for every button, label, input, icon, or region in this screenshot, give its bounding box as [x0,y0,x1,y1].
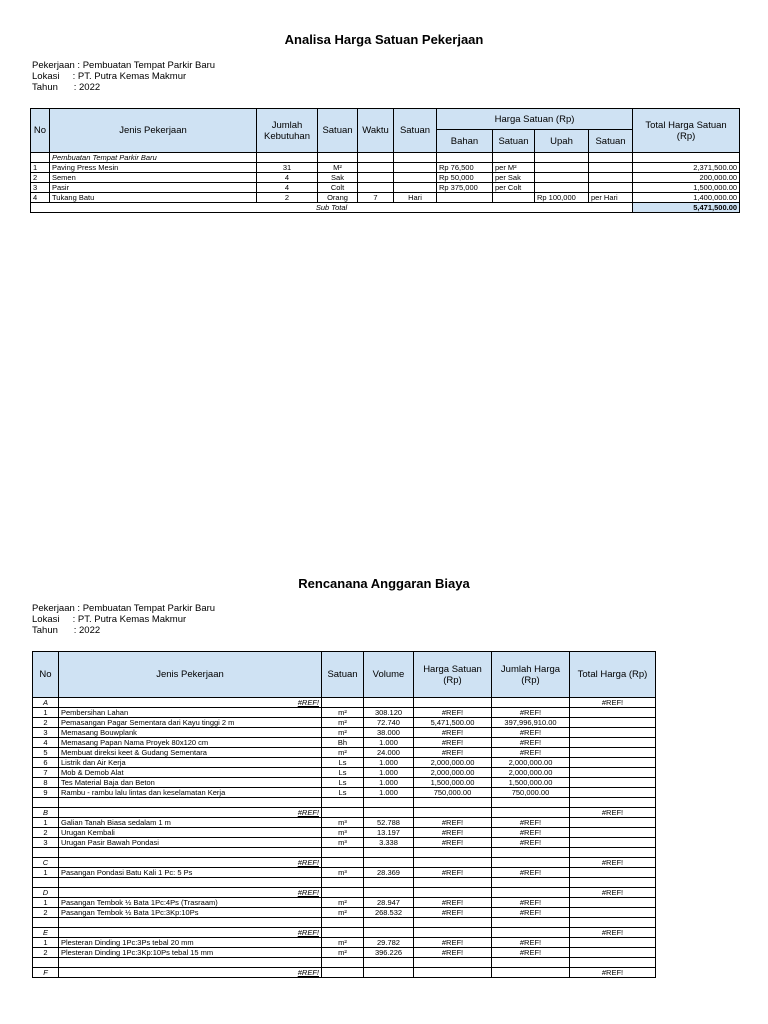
cell-jenis: Galian Tanah Biasa sedalam 1 m [59,818,322,828]
cell-harga: #REF! [414,948,492,958]
cell-harga: #REF! [414,738,492,748]
cell-harga: #REF! [414,748,492,758]
cell-satuan: m² [322,948,364,958]
cell-harga: 2,000,000.00 [414,758,492,768]
table-row [33,908,656,918]
cell-jumlah: #REF! [492,728,570,738]
cell-satuan2 [394,163,437,173]
cell-total [570,748,656,758]
cell-jumlah: 2,000,000.00 [492,758,570,768]
cell-total: 200,000.00 [633,173,740,183]
table-row [31,163,740,173]
cell-harga: #REF! [414,818,492,828]
spacer-row [33,848,656,858]
cell-satuan2: Hari [394,193,437,203]
cell-satuan: m² [322,898,364,908]
table-row [33,948,656,958]
cell-satuan: m³ [322,828,364,838]
cell-jumlah: #REF! [492,948,570,958]
cell-waktu [358,173,394,183]
rab-title: Rencanana Anggaran Biaya [298,576,470,591]
cell-total [570,948,656,958]
cell-no: 2 [33,948,59,958]
cell-volume: 1.000 [364,768,414,778]
cell-jenis: Mob & Demob Alat [59,768,322,778]
cell-no: 4 [33,738,59,748]
cell-harga: #REF! [414,838,492,848]
cell-total [570,758,656,768]
cell-bahan: Rp 50,000 [437,173,493,183]
table-row [33,768,656,778]
cell-jenis: Membuat direksi keet & Gudang Sementara [59,748,322,758]
cell-satuan: m² [322,708,364,718]
cell-satuan: M² [318,163,358,173]
col-satuan2: Satuan [394,109,437,153]
spacer-row [33,878,656,888]
cell-upah [535,163,589,173]
cell-total [570,708,656,718]
cell-satuan2 [394,173,437,183]
cell-satuan2 [394,183,437,193]
cell-satuan: Orang [318,193,358,203]
col-jenis: Jenis Pekerjaan [50,109,257,153]
cell-bahan: Rp 375,000 [437,183,493,193]
rab-col-volume: Volume [364,652,414,698]
cell-no: 5 [33,748,59,758]
cell-satuan-upah [589,183,633,193]
cell-total: 1,400,000.00 [633,193,740,203]
section-total: #REF! [570,928,656,938]
rab-col-jumlah: Jumlah Harga (Rp) [492,652,570,698]
col-harga: Harga Satuan (Rp) [437,109,633,130]
col-upah: Upah [535,130,589,153]
cell-jumlah: 2,000,000.00 [492,768,570,778]
cell-jenis: Tes Material Baja dan Beton [59,778,322,788]
section-row [33,698,656,708]
rab-col-jenis: Jenis Pekerjaan [59,652,322,698]
table-row [31,173,740,183]
cell-no: 8 [33,778,59,788]
table-row [33,778,656,788]
cell-satuan: m² [322,718,364,728]
cell-total [570,728,656,738]
rab-meta-lokasi: Lokasi : PT. Putra Kemas Makmur [32,614,187,625]
cell-jenis: Tukang Batu [50,193,257,203]
table-row [33,938,656,948]
cell-volume: 1.000 [364,738,414,748]
cell-jumlah: #REF! [492,868,570,878]
cell-jenis: Urugan Pasir Bawah Pondasi [59,838,322,848]
cell-waktu [358,183,394,193]
cell-total [570,738,656,748]
cell-harga: #REF! [414,708,492,718]
section-row [33,888,656,898]
cell-jenis: Rambu - rambu lalu lintas dan keselamatan Kerja [59,788,322,798]
rab-meta [32,603,215,636]
cell-jenis: Pasangan Tembok ½ Bata 1Pc:3Kp:10Ps [59,908,322,918]
cell-total [570,898,656,908]
col-total: Total Harga Satuan (Rp) [633,109,740,153]
spacer-row [33,958,656,968]
col-waktu: Waktu [358,109,394,153]
cell-upah [535,173,589,183]
cell-volume: 29.782 [364,938,414,948]
cell-jumlah: #REF! [492,908,570,918]
cell-jenis: Pasangan Pondasi Batu Kali 1 Pc: 5 Ps [59,868,322,878]
cell-jenis: Plesteran Dinding 1Pc:3Ps tebal 20 mm [59,938,322,948]
cell-jumlah: 2 [257,193,318,203]
section-ref: #REF! [59,858,322,868]
cell-volume: 72.740 [364,718,414,728]
cell-jumlah: 397,996,910.00 [492,718,570,728]
cell-jumlah: #REF! [492,818,570,828]
cell-jumlah: #REF! [492,838,570,848]
cell-no: 1 [33,938,59,948]
cell-harga: #REF! [414,938,492,948]
rab-col-total: Total Harga (Rp) [570,652,656,698]
cell-total [570,908,656,918]
analisa-meta [32,60,215,93]
section-ref: #REF! [59,928,322,938]
cell-jenis: Paving Press Mesin [50,163,257,173]
cell-volume: 1.000 [364,778,414,788]
table-row [33,758,656,768]
col-bahan: Bahan [437,130,493,153]
cell-no: 7 [33,768,59,778]
cell-satuan: Ls [322,758,364,768]
cell-no: 1 [31,163,50,173]
cell-volume: 28.947 [364,898,414,908]
cell-harga: 2,000,000.00 [414,768,492,778]
cell-waktu: 7 [358,193,394,203]
cell-jenis: Pemasangan Pagar Sementara dari Kayu tinggi 2 m [59,718,322,728]
cell-jumlah: 750,000.00 [492,788,570,798]
cell-harga: 1,500,000.00 [414,778,492,788]
analisa-title: Analisa Harga Satuan Pekerjaan [284,32,484,47]
section-ref: #REF! [59,698,322,708]
table-row [33,718,656,728]
table-row [33,838,656,848]
cell-total: 1,500,000.00 [633,183,740,193]
cell-satuan-upah [589,163,633,173]
cell-satuan: m³ [322,838,364,848]
cell-jenis: Semen [50,173,257,183]
spacer-row [33,918,656,928]
cell-total: 2,371,500.00 [633,163,740,173]
table-row [33,898,656,908]
section-row [33,808,656,818]
cell-satuan: Bh [322,738,364,748]
cell-no: 4 [31,193,50,203]
cell-no: 1 [33,898,59,908]
rab-col-satuan: Satuan [322,652,364,698]
analisa-table [30,108,740,213]
cell-no: 1 [33,868,59,878]
col-jumlah: Jumlah Kebutuhan [257,109,318,153]
rab-table [32,651,656,978]
section-ref: #REF! [59,808,322,818]
cell-total [570,828,656,838]
table-row [33,748,656,758]
cell-satuan: m³ [322,868,364,878]
section-code: F [33,968,59,978]
table-row [33,728,656,738]
subtotal-label: Sub Total [31,203,633,213]
table-row [33,708,656,718]
col-satuan: Satuan [318,109,358,153]
cell-harga: #REF! [414,908,492,918]
cell-harga: 5,471,500.00 [414,718,492,728]
cell-satuan: m² [322,728,364,738]
cell-jumlah: 1,500,000.00 [492,778,570,788]
section-total: #REF! [570,968,656,978]
rab-col-no: No [33,652,59,698]
analisa-meta-pekerjaan: Pekerjaan : Pembuatan Tempat Parkir Baru [32,60,216,71]
cell-volume: 396.226 [364,948,414,958]
cell-no: 3 [33,728,59,738]
cell-total [570,718,656,728]
cell-volume: 1.000 [364,788,414,798]
col-no: No [31,109,50,153]
section-code: E [33,928,59,938]
section-code: A [33,698,59,708]
cell-bahan [437,193,493,203]
col-satuan4: Satuan [589,130,633,153]
cell-jenis: Pembersihan Lahan [59,708,322,718]
cell-satuan-bahan [493,193,535,203]
cell-jenis: Pasir [50,183,257,193]
cell-upah: Rp 100,000 [535,193,589,203]
cell-satuan: m² [322,908,364,918]
cell-harga: #REF! [414,828,492,838]
table-row [31,193,740,203]
cell-jenis: Urugan Kembali [59,828,322,838]
rab-meta-tahun: Tahun : 2022 [32,625,101,636]
cell-no: 1 [33,708,59,718]
section-row [33,858,656,868]
section-total: #REF! [570,698,656,708]
cell-jenis: Memasang Papan Nama Proyek 80x120 cm [59,738,322,748]
cell-satuan: Ls [322,788,364,798]
analisa-group-row [31,153,740,163]
cell-volume: 24.000 [364,748,414,758]
cell-harga: #REF! [414,898,492,908]
cell-satuan: m² [322,748,364,758]
cell-satuan-bahan: per Sak [493,173,535,183]
table-row [33,788,656,798]
cell-no: 3 [33,838,59,848]
section-code: C [33,858,59,868]
cell-no: 2 [33,718,59,728]
cell-no: 9 [33,788,59,798]
section-total: #REF! [570,808,656,818]
rab-col-harga: Harga Satuan (Rp) [414,652,492,698]
cell-jumlah: #REF! [492,738,570,748]
cell-satuan-bahan: per M² [493,163,535,173]
cell-jumlah: 4 [257,183,318,193]
cell-total [570,938,656,948]
cell-jumlah: 31 [257,163,318,173]
analisa-meta-lokasi: Lokasi : PT. Putra Kemas Makmur [32,71,187,82]
cell-satuan-upah: per Hari [589,193,633,203]
cell-jumlah: #REF! [492,898,570,908]
section-total: #REF! [570,858,656,868]
cell-volume: 52.788 [364,818,414,828]
cell-satuan: m² [322,938,364,948]
col-satuan3: Satuan [493,130,535,153]
cell-total [570,768,656,778]
analisa-group-label: Pembuatan Tempat Parkir Baru [50,153,257,163]
cell-total [570,818,656,828]
cell-volume: 38.000 [364,728,414,738]
spacer-row [33,798,656,808]
cell-no: 2 [33,908,59,918]
cell-total [570,788,656,798]
cell-total [570,838,656,848]
table-row [33,828,656,838]
subtotal-row [31,203,740,213]
cell-no: 6 [33,758,59,768]
section-row [33,928,656,938]
cell-satuan: Colt [318,183,358,193]
cell-volume: 1.000 [364,758,414,768]
cell-jumlah: #REF! [492,828,570,838]
cell-jenis: Pasangan Tembok ½ Bata 1Pc:4Ps (Trasraam) [59,898,322,908]
cell-jumlah: #REF! [492,708,570,718]
section-ref: #REF! [59,968,322,978]
cell-bahan: Rp 76,500 [437,163,493,173]
cell-jenis: Memasang Bouwplank [59,728,322,738]
cell-harga: #REF! [414,868,492,878]
cell-harga: 750,000.00 [414,788,492,798]
cell-volume: 308.120 [364,708,414,718]
cell-upah [535,183,589,193]
cell-satuan: Ls [322,778,364,788]
cell-volume: 13.197 [364,828,414,838]
cell-no: 2 [31,173,50,183]
section-total: #REF! [570,888,656,898]
table-row [31,183,740,193]
cell-jumlah: 4 [257,173,318,183]
cell-satuan-upah [589,173,633,183]
section-code: D [33,888,59,898]
cell-volume: 3.338 [364,838,414,848]
cell-harga: #REF! [414,728,492,738]
cell-jenis: Plesteran Dinding 1Pc:3Kp:10Ps tebal 15 mm [59,948,322,958]
cell-volume: 268.532 [364,908,414,918]
cell-satuan-bahan: per Colt [493,183,535,193]
cell-satuan: m³ [322,818,364,828]
cell-total [570,868,656,878]
table-row [33,868,656,878]
section-ref: #REF! [59,888,322,898]
cell-total [570,778,656,788]
cell-satuan: Sak [318,173,358,183]
section-row [33,968,656,978]
cell-jumlah: #REF! [492,748,570,758]
table-row [33,818,656,828]
analisa-meta-tahun: Tahun : 2022 [32,82,101,93]
table-row [33,738,656,748]
cell-no: 2 [33,828,59,838]
cell-satuan: Ls [322,768,364,778]
subtotal-value: 5,471,500.00 [633,203,740,213]
cell-jenis: Listrik dan Air Kerja [59,758,322,768]
section-code: B [33,808,59,818]
cell-waktu [358,163,394,173]
cell-volume: 28.369 [364,868,414,878]
cell-no: 3 [31,183,50,193]
cell-jumlah: #REF! [492,938,570,948]
cell-no: 1 [33,818,59,828]
rab-meta-pekerjaan: Pekerjaan : Pembuatan Tempat Parkir Baru [32,603,216,614]
